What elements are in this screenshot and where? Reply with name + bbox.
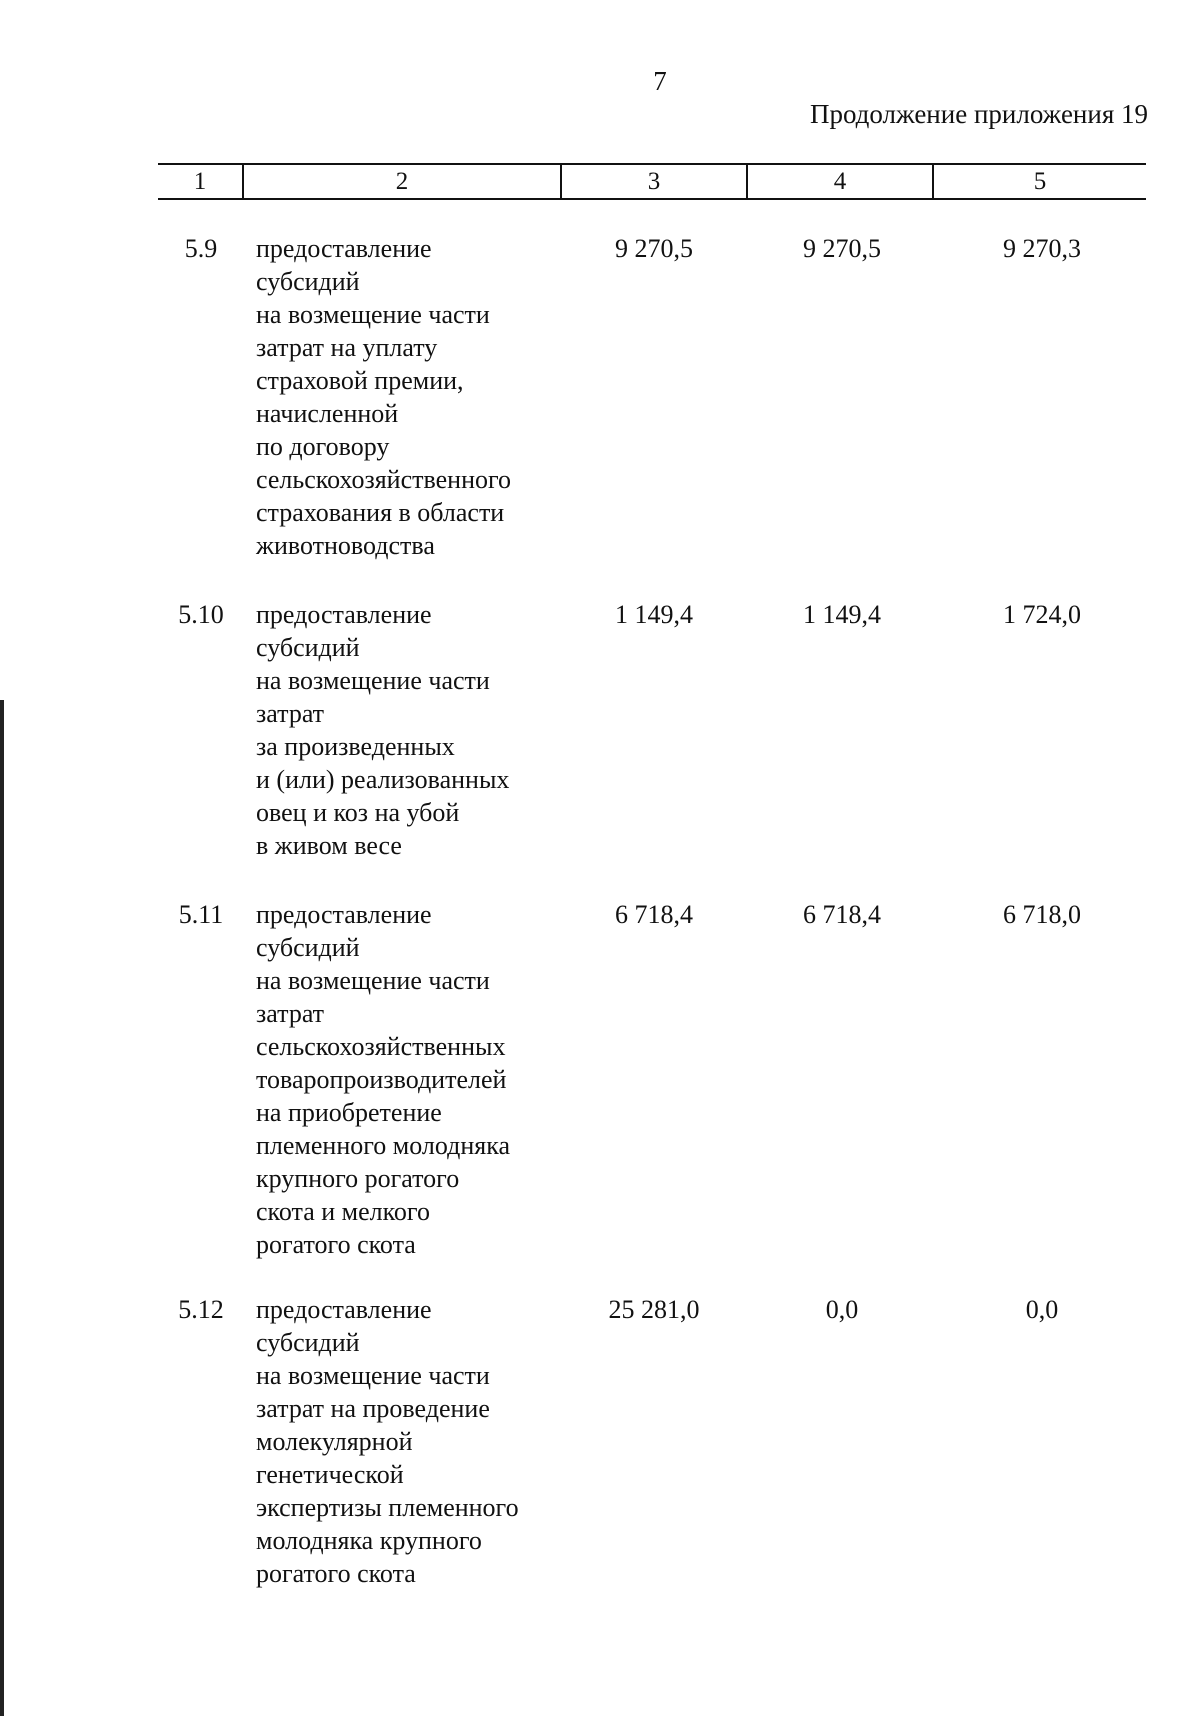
description-line: сельскохозяйственного	[256, 465, 511, 494]
description-line: рогатого скота	[256, 1559, 416, 1588]
description-line: на возмещение части	[256, 1361, 490, 1390]
value-col5: 1 724,0	[1003, 600, 1081, 629]
description-line: предоставление	[256, 600, 432, 629]
description-line: начисленной	[256, 399, 399, 428]
row-description	[256, 898, 576, 1261]
page-number: 7	[653, 66, 667, 96]
description-line: племенного молодняка	[256, 1131, 510, 1160]
row-number: 5.11	[178, 900, 224, 929]
table-header	[158, 163, 1146, 200]
value-col4: 0,0	[825, 1295, 859, 1324]
value-col5: 6 718,0	[1003, 900, 1081, 929]
description-line: в живом весе	[256, 831, 402, 860]
description-line: овец и коз на убой	[256, 798, 460, 827]
description-line: товаропроизводителей	[256, 1065, 507, 1094]
description-line: крупного рогатого	[256, 1164, 460, 1193]
description-line: сельскохозяйственных	[256, 1032, 506, 1061]
description-line: молодняка крупного	[256, 1526, 482, 1555]
value-col4: 1 149,4	[803, 600, 881, 629]
column-header-1: 1	[193, 168, 207, 195]
description-line: и (или) реализованных	[256, 765, 510, 794]
value-col5: 9 270,3	[1003, 234, 1081, 263]
row-number: 5.10	[178, 600, 224, 629]
value-col4: 9 270,5	[803, 234, 881, 263]
description-line: скота и мелкого	[256, 1197, 430, 1226]
description-line: субсидий	[256, 267, 360, 296]
description-line: затрат на уплату	[256, 333, 438, 362]
description-line: животноводства	[256, 531, 435, 560]
value-col3: 25 281,0	[608, 1295, 700, 1324]
continuation-heading: Продолжение приложения 19	[809, 99, 1148, 129]
column-header-2: 2	[395, 168, 409, 195]
column-header-3: 3	[647, 168, 661, 195]
value-col4: 6 718,4	[803, 900, 881, 929]
description-line: субсидий	[256, 933, 360, 962]
value-col3: 9 270,5	[615, 234, 693, 263]
description-line: субсидий	[256, 633, 360, 662]
description-line: экспертизы племенного	[256, 1493, 519, 1522]
description-line: страховой премии,	[256, 366, 464, 395]
description-line: затрат	[256, 699, 325, 728]
row-description	[256, 598, 576, 862]
description-line: на приобретение	[256, 1098, 442, 1127]
description-line: молекулярной	[256, 1427, 413, 1456]
value-col3: 6 718,4	[615, 900, 693, 929]
description-line: предоставление	[256, 234, 432, 263]
value-col3: 1 149,4	[615, 600, 693, 629]
description-line: по договору	[256, 432, 390, 461]
description-line: на возмещение части	[256, 300, 490, 329]
value-col5: 0,0	[1025, 1295, 1059, 1324]
description-line: генетической	[256, 1460, 404, 1489]
description-line: страхования в области	[256, 498, 505, 527]
description-line: субсидий	[256, 1328, 360, 1357]
column-header-4: 4	[833, 168, 847, 195]
description-line: предоставление	[256, 900, 432, 929]
row-description	[256, 232, 576, 562]
row-number: 5.9	[184, 234, 218, 263]
description-line: затрат	[256, 999, 325, 1028]
column-header-5: 5	[1033, 168, 1047, 195]
row-number: 5.12	[178, 1295, 224, 1324]
row-description	[256, 1293, 576, 1590]
description-line: затрат на проведение	[256, 1394, 490, 1423]
description-line: за произведенных	[256, 732, 455, 761]
description-line: на возмещение части	[256, 666, 490, 695]
description-line: на возмещение части	[256, 966, 490, 995]
description-line: предоставление	[256, 1295, 432, 1324]
description-line: рогатого скота	[256, 1230, 416, 1259]
scan-edge-artifact	[0, 700, 4, 1716]
